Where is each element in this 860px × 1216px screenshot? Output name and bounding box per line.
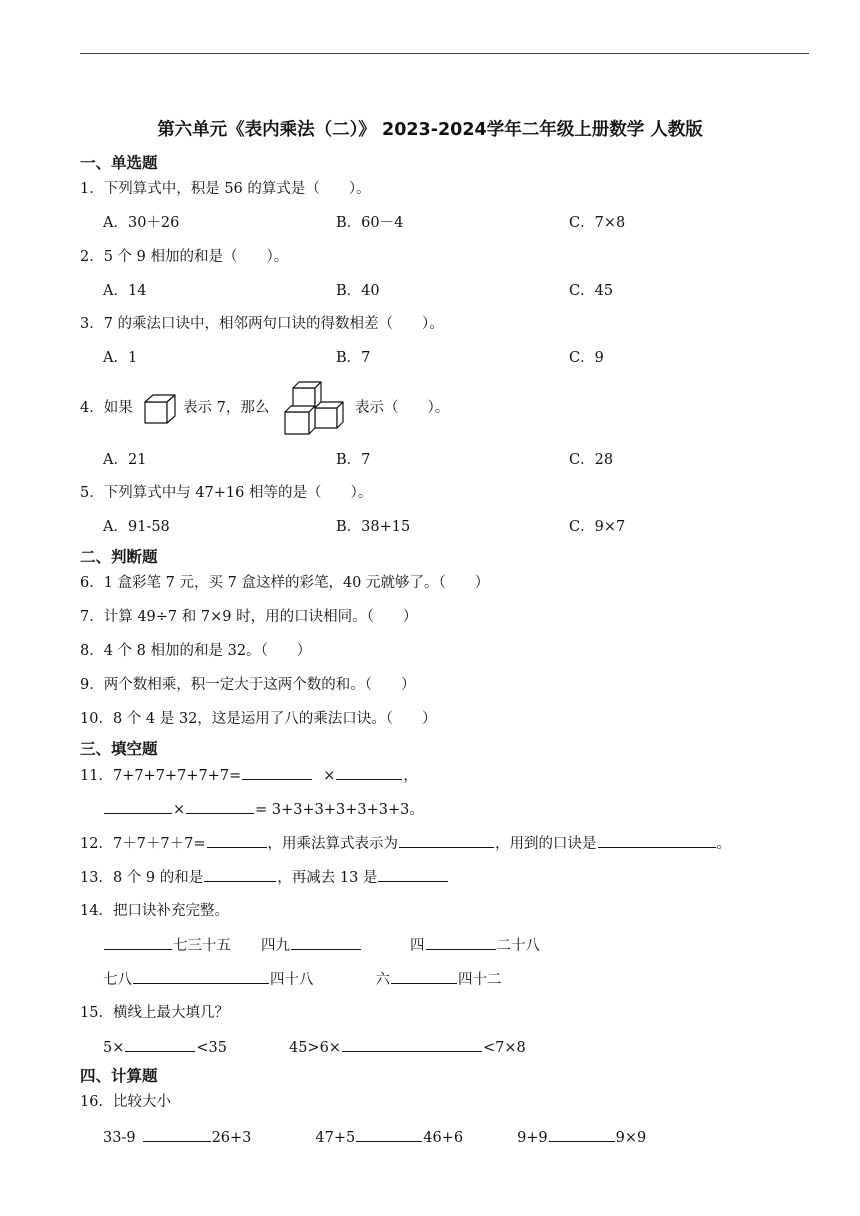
question-3-option-a[interactable]: A．1 [103, 350, 138, 366]
answer-blank[interactable] [336, 765, 402, 780]
section-heading-single-choice: 一、单选题 [80, 154, 158, 172]
question-3-stem: 3．7 的乘法口诀中，相邻两句口诀的得数相差（ ）。 [80, 316, 444, 332]
question-5-option-c[interactable]: C．9×7 [569, 519, 626, 535]
answer-blank[interactable] [426, 935, 496, 950]
question-2-option-a[interactable]: A．14 [103, 283, 147, 299]
question-4-text-1: 4．如果 [80, 400, 133, 416]
answer-blank[interactable] [378, 867, 448, 882]
answer-blank[interactable] [598, 833, 716, 848]
page-title: 第六单元《表内乘法（二）》 2023-2024学年二年级上册数学 人教版 [157, 120, 703, 140]
question-1-option-c[interactable]: C．7×8 [569, 215, 626, 231]
answer-blank[interactable] [242, 765, 312, 780]
compare-text: 46+6 [423, 1130, 464, 1146]
question-5-stem: 5．下列算式中与 47+16 相等的是（ ）。 [80, 485, 373, 501]
question-4-option-a[interactable]: A．21 [103, 452, 147, 468]
rhyme-text: 四十八 [270, 972, 314, 988]
question-15-stem: 15．横线上最大填几？ [80, 1005, 229, 1021]
question-12-text-a: 12．7＋7＋7＋7= [80, 836, 206, 852]
three-cubes-icon [283, 380, 351, 438]
question-11-comma: ， [403, 768, 418, 784]
question-1-option-b[interactable]: B．60－4 [336, 215, 404, 231]
question-5-option-b[interactable]: B．38+15 [336, 519, 411, 535]
times-sign: × [173, 802, 186, 818]
question-13-text-b: ，再减去 13 是 [277, 870, 378, 886]
question-8: 8．4 个 8 相加的和是 32。（ ） [80, 643, 312, 659]
question-12-text-d: 。 [716, 836, 732, 852]
question-11-text-b: = 3+3+3+3+3+3+3。 [255, 802, 424, 818]
answer-blank[interactable] [391, 969, 457, 984]
header-rule [80, 53, 809, 54]
rhyme-text: 六 [375, 972, 390, 988]
question-7: 7．计算 49÷7 和 7×9 时，用的口诀相同。（ ） [80, 609, 418, 625]
inequality-text: <35 [196, 1040, 227, 1056]
section-heading-fill-blank: 三、填空题 [80, 740, 158, 758]
question-14-row-2 [103, 969, 502, 990]
answer-blank[interactable] [342, 1037, 482, 1052]
answer-blank[interactable] [186, 799, 254, 814]
inequality-text: 45>6× [288, 1040, 341, 1056]
answer-blank[interactable] [291, 935, 361, 950]
rhyme-text: 四十二 [458, 972, 502, 988]
question-14-row-1 [103, 935, 540, 956]
question-16-row [103, 1127, 646, 1148]
question-11-line-2 [103, 799, 424, 820]
section-heading-calculation: 四、计算题 [80, 1067, 158, 1085]
question-13 [80, 867, 449, 888]
question-1-option-a[interactable]: A．30＋26 [103, 215, 180, 231]
question-12-text-c: ，用到的口诀是 [495, 836, 597, 852]
question-2-stem: 2．5 个 9 相加的和是（ ）。 [80, 249, 289, 265]
question-1-stem: 1．下列算式中，积是 56 的算式是（ ）。 [80, 181, 371, 197]
answer-blank[interactable] [549, 1127, 615, 1142]
answer-blank[interactable] [399, 833, 494, 848]
rhyme-text: 七三十五 [173, 938, 231, 954]
rhyme-text: 七八 [103, 972, 132, 988]
answer-blank[interactable] [104, 935, 172, 950]
compare-text: 9+9 [517, 1130, 548, 1146]
rhyme-text: 四九 [261, 938, 290, 954]
question-12 [80, 833, 731, 854]
section-heading-true-false: 二、判断题 [80, 548, 158, 566]
rhyme-text: 二十八 [496, 938, 540, 954]
question-2-option-c[interactable]: C．45 [569, 283, 614, 299]
question-4-option-b[interactable]: B．7 [336, 452, 371, 468]
question-16-stem: 16．比较大小 [80, 1094, 171, 1110]
question-12-text-b: ，用乘法算式表示为 [267, 836, 399, 852]
question-4-option-c[interactable]: C．28 [569, 452, 614, 468]
inequality-text: <7×8 [482, 1040, 526, 1056]
answer-blank[interactable] [125, 1037, 195, 1052]
question-5-option-a[interactable]: A．91-58 [103, 519, 170, 535]
question-10: 10．8 个 4 是 32，这是运用了八的乘法口诀。（ ） [80, 711, 437, 727]
question-13-text-a: 13．8 个 9 的和是 [80, 870, 204, 886]
answer-blank[interactable] [143, 1127, 211, 1142]
question-14-stem: 14．把口诀补充完整。 [80, 903, 229, 919]
answer-blank[interactable] [204, 867, 276, 882]
compare-text: 33-9 [103, 1130, 136, 1146]
answer-blank[interactable] [104, 799, 172, 814]
answer-blank[interactable] [356, 1127, 422, 1142]
question-3-option-c[interactable]: C．9 [569, 350, 604, 366]
question-4-stem [80, 398, 133, 418]
question-11-line-1 [80, 765, 418, 786]
compare-text: 26+3 [211, 1130, 252, 1146]
question-2-option-b[interactable]: B．40 [336, 283, 380, 299]
single-cube-icon [143, 393, 179, 425]
answer-blank[interactable] [207, 833, 267, 848]
compare-text: 9×9 [615, 1130, 647, 1146]
compare-text: 47+5 [315, 1130, 356, 1146]
question-4-text-2: 表示 7，那么 [183, 400, 270, 416]
question-3-option-b[interactable]: B．7 [336, 350, 371, 366]
rhyme-text: 四 [410, 938, 425, 954]
question-6: 6．1 盒彩笔 7 元，买 7 盒这样的彩笔，40 元就够了。（ ） [80, 575, 490, 591]
inequality-text: 5× [103, 1040, 125, 1056]
question-11-text-a: 11．7+7+7+7+7+7= [80, 768, 242, 784]
question-4-text-3: 表示（ ）。 [355, 400, 450, 416]
question-9: 9．两个数相乘，积一定大于这两个数的和。（ ） [80, 677, 416, 693]
question-15-row [103, 1037, 526, 1058]
times-sign: × [323, 768, 336, 784]
answer-blank[interactable] [133, 969, 269, 984]
